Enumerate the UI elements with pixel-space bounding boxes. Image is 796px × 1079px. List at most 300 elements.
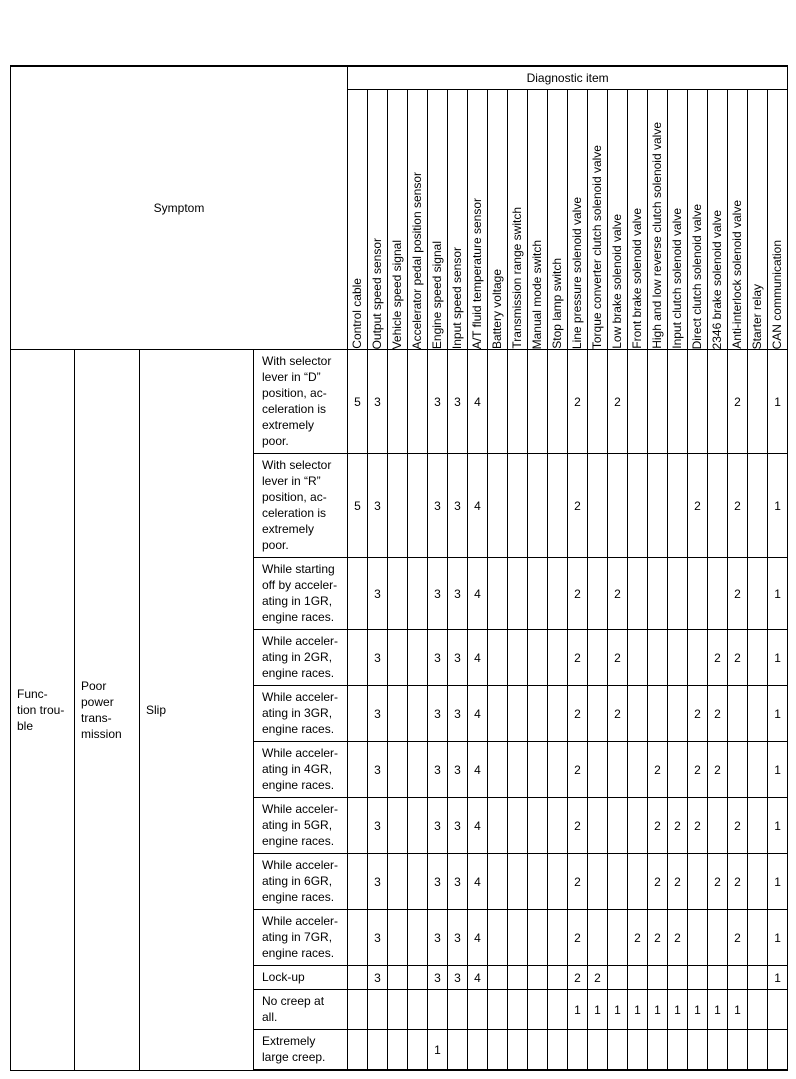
- priority-cell: [748, 350, 768, 454]
- priority-cell: 2: [648, 798, 668, 854]
- priority-cell: [368, 1030, 388, 1071]
- priority-cell: [348, 1030, 368, 1071]
- priority-cell: 2: [728, 630, 748, 686]
- priority-cell: [488, 686, 508, 742]
- priority-cell: [628, 558, 648, 630]
- priority-cell: [748, 1030, 768, 1071]
- diagnostic-item-header-cell: [668, 90, 688, 350]
- priority-cell: [588, 686, 608, 742]
- diagnostic-item-header-cell: [688, 90, 708, 350]
- priority-cell: 3: [428, 966, 448, 990]
- priority-cell: 1: [708, 990, 728, 1030]
- priority-cell: [468, 1030, 488, 1071]
- priority-cell: 2: [668, 798, 688, 854]
- priority-cell: 4: [468, 350, 488, 454]
- priority-cell: [508, 350, 528, 454]
- priority-cell: [728, 966, 748, 990]
- symptom-header: Symptom: [11, 66, 348, 350]
- priority-cell: [688, 854, 708, 910]
- priority-cell: [488, 350, 508, 454]
- priority-cell: 2: [568, 630, 588, 686]
- diagnostic-item-label: Accelerator pedal position sensor: [410, 171, 424, 349]
- priority-cell: [588, 454, 608, 558]
- priority-cell: [628, 854, 648, 910]
- diagnostic-item-header-cell: [608, 90, 628, 350]
- priority-cell: [528, 558, 548, 630]
- priority-cell: [528, 798, 548, 854]
- priority-cell: [708, 798, 728, 854]
- diagnostic-item-header-cell: [748, 90, 768, 350]
- priority-cell: 4: [468, 798, 488, 854]
- diagnostic-item-label: Stop lamp switch: [550, 258, 564, 349]
- priority-cell: 2: [688, 454, 708, 558]
- symptom-condition: While acceler- ating in 4GR, engine races.: [254, 742, 348, 798]
- priority-cell: 1: [768, 454, 788, 558]
- priority-cell: 2: [568, 966, 588, 990]
- priority-cell: [648, 454, 668, 558]
- priority-cell: 2: [648, 854, 668, 910]
- diagnostic-item-header-cell: [728, 90, 748, 350]
- priority-cell: [408, 854, 428, 910]
- priority-cell: [348, 686, 368, 742]
- priority-cell: [388, 742, 408, 798]
- priority-cell: [388, 350, 408, 454]
- priority-cell: 3: [368, 742, 388, 798]
- priority-cell: [508, 798, 528, 854]
- priority-cell: [628, 350, 648, 454]
- priority-cell: 2: [608, 630, 628, 686]
- priority-cell: 3: [428, 854, 448, 910]
- priority-cell: [548, 686, 568, 742]
- priority-cell: [548, 1030, 568, 1071]
- priority-cell: 2: [688, 686, 708, 742]
- diagnostic-table: [10, 65, 788, 1071]
- priority-cell: [748, 742, 768, 798]
- priority-cell: [488, 630, 508, 686]
- priority-cell: [408, 990, 428, 1030]
- priority-cell: 2: [668, 854, 688, 910]
- priority-cell: [528, 350, 548, 454]
- priority-cell: [388, 966, 408, 990]
- diagnostic-item-label: Front brake solenoid valve: [630, 208, 644, 349]
- priority-cell: 2: [568, 350, 588, 454]
- priority-cell: 3: [428, 798, 448, 854]
- diagnostic-item-label: Input clutch solenoid valve: [670, 208, 684, 349]
- priority-cell: 1: [768, 686, 788, 742]
- priority-cell: [688, 558, 708, 630]
- priority-cell: [708, 1030, 728, 1071]
- priority-cell: [768, 1030, 788, 1071]
- priority-cell: [588, 558, 608, 630]
- priority-cell: 1: [588, 990, 608, 1030]
- priority-cell: [488, 966, 508, 990]
- priority-cell: [628, 742, 648, 798]
- priority-cell: [348, 966, 368, 990]
- priority-cell: 3: [368, 966, 388, 990]
- diagnostic-item-header-cell: [468, 90, 488, 350]
- priority-cell: 2: [688, 742, 708, 798]
- priority-cell: [488, 910, 508, 966]
- priority-cell: [628, 798, 648, 854]
- priority-cell: 3: [448, 350, 468, 454]
- diagnostic-item-header-cell: [708, 90, 728, 350]
- diagnostic-item-header-cell: [388, 90, 408, 350]
- priority-cell: 3: [448, 798, 468, 854]
- priority-cell: 2: [568, 854, 588, 910]
- diagnostic-item-label: Input speed sensor: [450, 246, 464, 349]
- priority-cell: [508, 966, 528, 990]
- priority-cell: 1: [768, 630, 788, 686]
- diagnostic-item-header-cell: [588, 90, 608, 350]
- priority-cell: 1: [688, 990, 708, 1030]
- priority-cell: 2: [568, 910, 588, 966]
- priority-cell: [628, 686, 648, 742]
- priority-cell: 2: [728, 350, 748, 454]
- diagnostic-item-header-cell: [348, 90, 368, 350]
- priority-cell: [768, 990, 788, 1030]
- priority-cell: [528, 966, 548, 990]
- priority-cell: [588, 854, 608, 910]
- priority-cell: 1: [628, 990, 648, 1030]
- priority-cell: [668, 1030, 688, 1071]
- priority-cell: [388, 910, 408, 966]
- priority-cell: [388, 1030, 408, 1071]
- priority-cell: [548, 742, 568, 798]
- priority-cell: [468, 990, 488, 1030]
- priority-cell: 3: [368, 350, 388, 454]
- priority-cell: [668, 742, 688, 798]
- priority-cell: 2: [608, 350, 628, 454]
- priority-cell: 2: [568, 742, 588, 798]
- priority-cell: [528, 742, 548, 798]
- priority-cell: [508, 742, 528, 798]
- priority-cell: [388, 854, 408, 910]
- symptom-condition: While acceler- ating in 7GR, engine races.: [254, 910, 348, 966]
- priority-cell: [728, 686, 748, 742]
- priority-cell: [648, 966, 668, 990]
- priority-cell: [668, 558, 688, 630]
- priority-cell: 1: [648, 990, 668, 1030]
- diagnostic-item-label: Vehicle speed signal: [390, 239, 404, 349]
- priority-cell: 3: [368, 854, 388, 910]
- priority-cell: [648, 558, 668, 630]
- priority-cell: 2: [708, 854, 728, 910]
- priority-cell: [608, 798, 628, 854]
- priority-cell: [688, 1030, 708, 1071]
- diagnostic-item-header-cell: [488, 90, 508, 350]
- priority-cell: [408, 966, 428, 990]
- diagnostic-item-header-cell: [628, 90, 648, 350]
- priority-cell: [668, 630, 688, 686]
- priority-cell: [588, 742, 608, 798]
- priority-cell: [408, 454, 428, 558]
- diagnostic-item-label: Line pressure solenoid valve: [570, 196, 584, 349]
- diagnostic-item-label: Output speed sensor: [370, 237, 384, 349]
- diagnostic-item-label: Manual mode switch: [530, 239, 544, 349]
- priority-cell: [668, 966, 688, 990]
- priority-cell: 2: [628, 910, 648, 966]
- priority-cell: 2: [568, 798, 588, 854]
- priority-cell: 3: [428, 350, 448, 454]
- priority-cell: [708, 966, 728, 990]
- priority-cell: 1: [568, 990, 588, 1030]
- priority-cell: 4: [468, 686, 488, 742]
- priority-cell: [548, 990, 568, 1030]
- priority-cell: [588, 910, 608, 966]
- priority-cell: [488, 990, 508, 1030]
- diagnostic-item-label: A/T fluid temperature sensor: [470, 197, 484, 349]
- priority-cell: [388, 686, 408, 742]
- priority-cell: [748, 910, 768, 966]
- priority-cell: [348, 630, 368, 686]
- priority-cell: 1: [768, 558, 788, 630]
- priority-cell: [388, 630, 408, 686]
- priority-cell: [588, 630, 608, 686]
- priority-cell: [408, 798, 428, 854]
- priority-cell: [408, 1030, 428, 1071]
- priority-cell: 3: [448, 558, 468, 630]
- priority-cell: [528, 910, 548, 966]
- category-function-trouble: Func- tion trou- ble: [11, 350, 75, 1071]
- priority-cell: [348, 910, 368, 966]
- diagnostic-item-label: Control cable: [350, 278, 364, 349]
- priority-cell: [488, 798, 508, 854]
- symptom-condition: While acceler- ating in 6GR, engine races.: [254, 854, 348, 910]
- priority-cell: 2: [728, 454, 748, 558]
- priority-cell: [408, 350, 428, 454]
- priority-cell: [588, 350, 608, 454]
- priority-cell: [608, 1030, 628, 1071]
- priority-cell: 3: [428, 910, 448, 966]
- priority-cell: 5: [348, 454, 368, 558]
- symptom-condition: Lock-up: [254, 966, 348, 990]
- priority-cell: [688, 350, 708, 454]
- priority-cell: 1: [768, 350, 788, 454]
- diagnostic-item-label: Starter relay: [750, 283, 764, 349]
- priority-cell: 4: [468, 966, 488, 990]
- priority-cell: 1: [768, 798, 788, 854]
- priority-cell: 2: [708, 686, 728, 742]
- priority-cell: [348, 798, 368, 854]
- priority-cell: 3: [428, 686, 448, 742]
- diagnostic-item-label: High and low reverse clutch solenoid valve: [650, 122, 664, 349]
- priority-cell: 3: [448, 686, 468, 742]
- priority-cell: 1: [768, 910, 788, 966]
- priority-cell: [448, 1030, 468, 1071]
- priority-cell: [388, 454, 408, 558]
- priority-cell: [428, 990, 448, 1030]
- diagnostic-item-header: Diagnostic item: [348, 66, 788, 90]
- priority-cell: [508, 454, 528, 558]
- priority-cell: [448, 990, 468, 1030]
- priority-cell: 1: [608, 990, 628, 1030]
- priority-cell: [508, 990, 528, 1030]
- priority-cell: 3: [428, 558, 448, 630]
- diagnostic-item-label: Battery voltage: [490, 268, 504, 349]
- priority-cell: 1: [768, 966, 788, 990]
- priority-cell: 4: [468, 630, 488, 686]
- priority-cell: 4: [468, 558, 488, 630]
- table-row: [11, 350, 788, 454]
- diagnostic-item-label: Anti-interlock solenoid valve: [730, 200, 744, 349]
- priority-cell: 2: [608, 558, 628, 630]
- priority-cell: 3: [368, 910, 388, 966]
- category-slip: Slip: [140, 350, 254, 1071]
- priority-cell: [408, 742, 428, 798]
- priority-cell: [548, 910, 568, 966]
- priority-cell: [548, 558, 568, 630]
- priority-cell: [728, 1030, 748, 1071]
- priority-cell: 1: [428, 1030, 448, 1071]
- priority-cell: [748, 798, 768, 854]
- priority-cell: 2: [648, 742, 668, 798]
- priority-cell: 3: [428, 630, 448, 686]
- diagnostic-item-label: 2346 brake solenoid valve: [710, 209, 724, 349]
- priority-cell: [488, 854, 508, 910]
- priority-cell: [348, 854, 368, 910]
- priority-cell: [608, 910, 628, 966]
- priority-cell: 3: [368, 686, 388, 742]
- priority-cell: 5: [348, 350, 368, 454]
- priority-cell: 2: [608, 686, 628, 742]
- priority-cell: [628, 454, 648, 558]
- priority-cell: [488, 742, 508, 798]
- priority-cell: [548, 966, 568, 990]
- priority-cell: 2: [728, 854, 748, 910]
- priority-cell: [708, 454, 728, 558]
- priority-cell: [588, 1030, 608, 1071]
- priority-cell: 3: [448, 630, 468, 686]
- priority-cell: 3: [448, 742, 468, 798]
- priority-cell: [508, 910, 528, 966]
- diagnostic-item-label: Torque converter clutch solenoid valve: [590, 144, 604, 349]
- priority-cell: [608, 966, 628, 990]
- priority-cell: [728, 742, 748, 798]
- symptom-condition: While starting off by acceler- ating in 1GR, engine races.: [254, 558, 348, 630]
- priority-cell: [548, 630, 568, 686]
- priority-cell: 3: [448, 454, 468, 558]
- priority-cell: 4: [468, 742, 488, 798]
- diagnostic-item-header-cell: [408, 90, 428, 350]
- diagnostic-item-header-cell: [768, 90, 788, 350]
- priority-cell: [648, 630, 668, 686]
- priority-cell: [588, 798, 608, 854]
- priority-cell: 4: [468, 910, 488, 966]
- priority-cell: 1: [728, 990, 748, 1030]
- priority-cell: 2: [648, 910, 668, 966]
- priority-cell: [608, 742, 628, 798]
- priority-cell: [748, 854, 768, 910]
- priority-cell: 2: [568, 558, 588, 630]
- priority-cell: [408, 910, 428, 966]
- priority-cell: [628, 1030, 648, 1071]
- priority-cell: [548, 798, 568, 854]
- diagnostic-item-header-cell: [448, 90, 468, 350]
- priority-cell: [508, 686, 528, 742]
- priority-cell: 2: [688, 798, 708, 854]
- priority-cell: [548, 854, 568, 910]
- diagnostic-item-label: Direct clutch solenoid valve: [690, 203, 704, 349]
- category-poor-power-transmission: Poor power trans- mission: [75, 350, 140, 1071]
- diagnostic-item-header-cell: [568, 90, 588, 350]
- priority-cell: 3: [428, 454, 448, 558]
- priority-cell: [508, 630, 528, 686]
- diagnostic-item-header-cell: [528, 90, 548, 350]
- symptom-condition: No creep at all.: [254, 990, 348, 1030]
- priority-cell: [408, 686, 428, 742]
- priority-cell: [568, 1030, 588, 1071]
- priority-cell: [348, 558, 368, 630]
- priority-cell: [708, 558, 728, 630]
- priority-cell: [748, 454, 768, 558]
- priority-cell: [548, 350, 568, 454]
- priority-cell: [488, 454, 508, 558]
- priority-cell: [508, 854, 528, 910]
- priority-cell: [748, 966, 768, 990]
- priority-cell: 3: [368, 558, 388, 630]
- priority-cell: [628, 966, 648, 990]
- diagnostic-item-label: Transmission range switch: [510, 207, 524, 349]
- priority-cell: [648, 350, 668, 454]
- priority-cell: 3: [368, 798, 388, 854]
- priority-cell: 4: [468, 854, 488, 910]
- priority-cell: 1: [668, 990, 688, 1030]
- priority-cell: 2: [708, 742, 728, 798]
- priority-cell: [708, 350, 728, 454]
- priority-cell: 1: [768, 854, 788, 910]
- priority-cell: 3: [448, 910, 468, 966]
- priority-cell: [388, 558, 408, 630]
- priority-cell: [748, 558, 768, 630]
- priority-cell: [608, 454, 628, 558]
- priority-cell: 2: [588, 966, 608, 990]
- diagnostic-item-header-cell: [548, 90, 568, 350]
- priority-cell: [388, 990, 408, 1030]
- priority-cell: [668, 454, 688, 558]
- priority-cell: [648, 1030, 668, 1071]
- diagnostic-item-label: Engine speed signal: [430, 240, 444, 349]
- symptom-condition: With selector lever in “D” position, ac- celeration is extremely poor.: [254, 350, 348, 454]
- priority-cell: [348, 990, 368, 1030]
- priority-cell: [408, 558, 428, 630]
- priority-cell: [528, 1030, 548, 1071]
- priority-cell: 2: [728, 910, 748, 966]
- priority-cell: [508, 1030, 528, 1071]
- priority-cell: [608, 854, 628, 910]
- priority-cell: [528, 686, 548, 742]
- diagnostic-item-header-cell: [368, 90, 388, 350]
- priority-cell: [548, 454, 568, 558]
- diagnostic-item-header-cell: [648, 90, 668, 350]
- priority-cell: 3: [368, 454, 388, 558]
- priority-cell: 4: [468, 454, 488, 558]
- symptom-condition: With selector lever in “R” position, ac- celeration is extremely poor.: [254, 454, 348, 558]
- priority-cell: [388, 798, 408, 854]
- priority-cell: 2: [568, 686, 588, 742]
- priority-cell: [688, 910, 708, 966]
- priority-cell: [528, 990, 548, 1030]
- priority-cell: [748, 630, 768, 686]
- diagnostic-item-header-cell: [508, 90, 528, 350]
- symptom-condition: While acceler- ating in 2GR, engine races.: [254, 630, 348, 686]
- priority-cell: [528, 854, 548, 910]
- diagnostic-item-label: Low brake solenoid valve: [610, 214, 624, 349]
- diagnostic-item-header-cell: [428, 90, 448, 350]
- priority-cell: [708, 910, 728, 966]
- priority-cell: 2: [568, 454, 588, 558]
- priority-cell: 2: [728, 798, 748, 854]
- priority-cell: [648, 686, 668, 742]
